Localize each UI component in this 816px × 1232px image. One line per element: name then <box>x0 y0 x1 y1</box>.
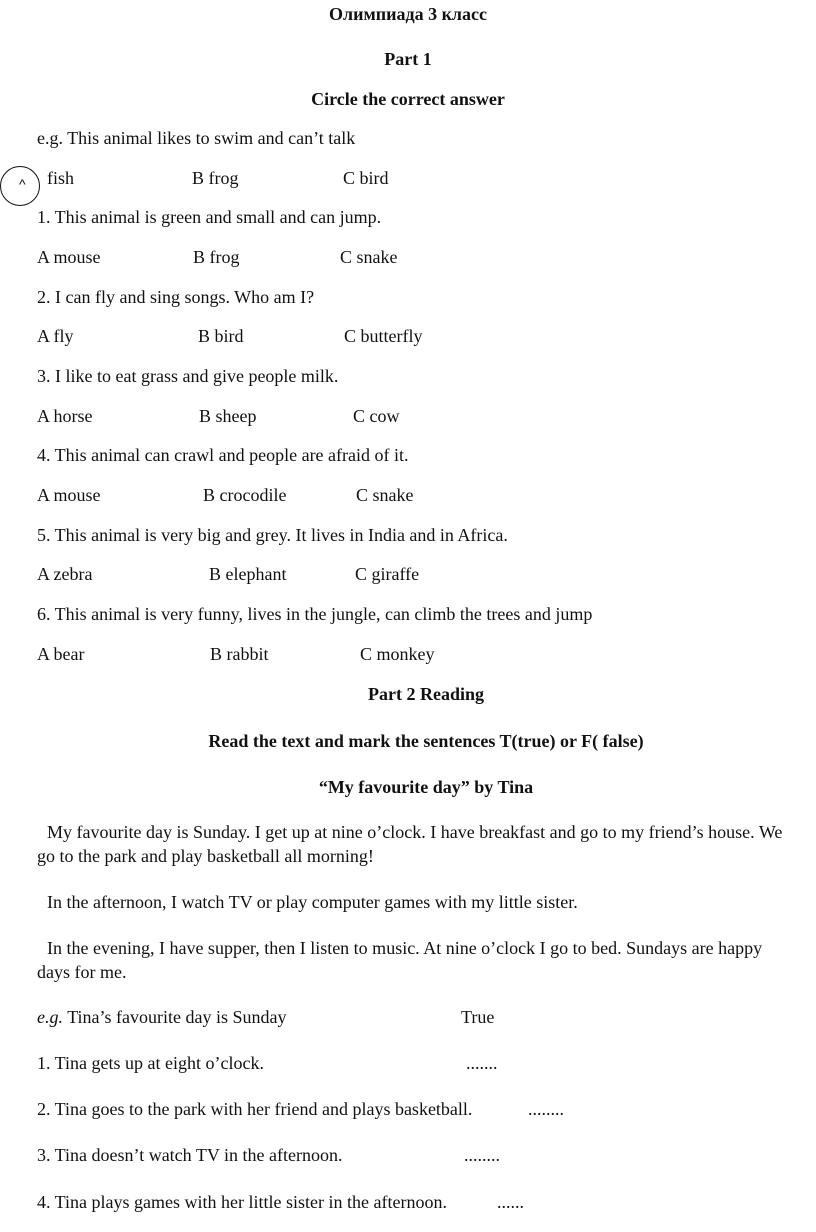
question-1: 1. This animal is green and small and can jump. <box>37 207 382 227</box>
q4-option-b: B crocodile <box>203 485 287 505</box>
part1-heading: Part 1 <box>384 49 432 69</box>
story-paragraph-3: In the evening, I have supper, then I listen to music. At nine o’clock I go to bed. Sundays are happy days for me. <box>37 938 763 982</box>
q5-option-a: A zebra <box>37 564 93 584</box>
q4-option-a: A mouse <box>37 485 101 505</box>
q3-option-b: B sheep <box>199 406 257 426</box>
q6-option-b: B rabbit <box>210 644 269 664</box>
question-4: 4. This animal can crawl and people are afraid of it. <box>37 445 409 465</box>
tf-blank-4[interactable]: ...... <box>497 1192 524 1212</box>
q2-option-b: B bird <box>198 326 244 346</box>
q2-option-c: C butterfly <box>344 326 423 346</box>
story-paragraph-2: In the afternoon, I watch TV or play computer games with my little sister. <box>47 892 578 912</box>
tf-blank-3[interactable]: ........ <box>464 1145 500 1165</box>
page-title: Олимпиада 3 класс <box>328 4 488 24</box>
tf-example-answer: True <box>461 1007 495 1027</box>
question-5: 5. This animal is very big and grey. It lives in India and in Africa. <box>37 525 508 545</box>
tf-example <box>37 1006 287 1028</box>
question-2: 2. I can fly and sing songs. Who am I? <box>37 287 315 307</box>
q3-option-a: A horse <box>37 406 93 426</box>
part2-instruction: Read the text and mark the sentences T(true) or F( false) <box>208 731 644 751</box>
q4-option-c: C snake <box>356 485 414 505</box>
example-option-c: C bird <box>343 168 389 188</box>
tf-example-text: Tina’s favourite day is Sunday <box>67 1007 287 1027</box>
q2-option-a: A fly <box>37 326 74 346</box>
caret-mark: ^ <box>19 176 26 192</box>
example-option-a: fish <box>47 168 74 188</box>
question-6: 6. This animal is very funny, lives in the jungle, can climb the trees and jump <box>37 604 593 624</box>
story-paragraph-1: My favourite day is Sunday. I get up at nine o’clock. I have breakfast and go to my friend’s house. We go to the park and play basketball all morning! <box>37 822 783 866</box>
q3-option-c: C cow <box>353 406 400 426</box>
tf-statement-2: 2. Tina goes to the park with her friend and plays basketball. <box>37 1099 473 1119</box>
q1-option-a: A mouse <box>37 247 101 267</box>
q1-option-b: B frog <box>193 247 240 267</box>
q6-option-a: A bear <box>37 644 85 664</box>
tf-example-prefix: e.g. <box>37 1007 63 1027</box>
q5-option-b: B elephant <box>209 564 287 584</box>
q1-option-c: C snake <box>340 247 398 267</box>
tf-blank-2[interactable]: ........ <box>528 1099 564 1119</box>
part2-heading: Part 2 Reading <box>368 684 484 704</box>
tf-statement-1: 1. Tina gets up at eight o’clock. <box>37 1053 264 1073</box>
q6-option-c: C monkey <box>360 644 435 664</box>
example-option-b: B frog <box>192 168 239 188</box>
tf-blank-1[interactable]: ....... <box>466 1053 498 1073</box>
tf-statement-4: 4. Tina plays games with her little sister in the afternoon. <box>37 1192 447 1212</box>
part1-instruction: Circle the correct answer <box>311 89 505 109</box>
tf-statement-3: 3. Tina doesn’t watch TV in the afternoon. <box>37 1145 343 1165</box>
q5-option-c: C giraffe <box>355 564 420 584</box>
question-3: 3. I like to eat grass and give people milk. <box>37 366 339 386</box>
example-question: e.g. This animal likes to swim and can’t talk <box>37 128 356 148</box>
story-title: “My favourite day” by Tina <box>318 777 534 797</box>
